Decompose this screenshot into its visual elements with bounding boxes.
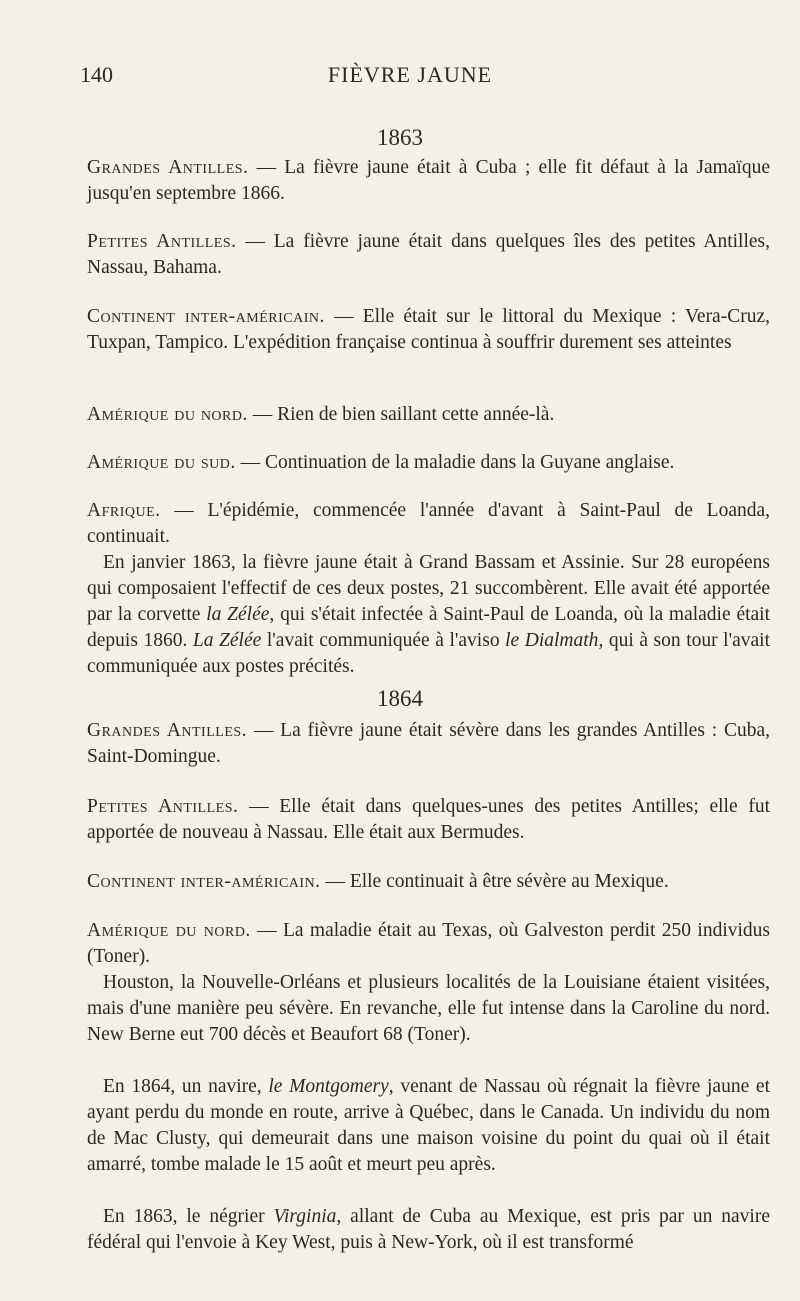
paragraph-lead: Amérique du nord. xyxy=(87,404,248,425)
paragraph-text: — La fièvre jaune était sévère dans les grandes Antilles : Cuba, Saint-Domingue. xyxy=(87,720,770,767)
paragraph-grandes-antilles-1863 xyxy=(87,155,770,207)
year-heading-1863: 1863 xyxy=(377,125,423,150)
paragraph-amerique-nord-1863 xyxy=(87,402,770,428)
paragraph-grand-bassam-1863 xyxy=(87,550,770,680)
paragraph-text: — Rien de bien saillant cette année-là. xyxy=(247,404,555,425)
paragraph-amerique-sud-1863 xyxy=(87,450,770,476)
paragraph-text: En 1863, le négrier xyxy=(103,1206,274,1227)
running-title: FIÈVRE JAUNE xyxy=(327,62,493,87)
ship-name: La Zélée xyxy=(192,630,262,651)
paragraph-lead: Grandes Antilles. xyxy=(87,720,248,741)
paragraph-lead: Continent inter-américain. xyxy=(87,306,325,327)
paragraph-continent-1864 xyxy=(87,869,770,895)
paragraph-petites-antilles-1864 xyxy=(87,794,770,846)
paragraph-lead: Afrique. xyxy=(87,500,161,521)
paragraph-grandes-antilles-1864 xyxy=(87,718,770,770)
paragraph-text: — Elle était sur le littoral du Mexique : Vera-Cruz, Tuxpan, Tampico. L'expédition française continua à souffrir durement ses atteintes xyxy=(87,306,770,353)
year-heading-1864: 1864 xyxy=(377,686,423,711)
paragraph-text: — La fièvre jaune était à Cuba ; elle fit défaut à la Jamaïque jusqu'en septembre 1866. xyxy=(87,157,770,204)
paragraph-text: , venant de Nassau où régnait la fièvre jaune et ayant perdu du monde en route, arrive à Québec, dans le Canada. Un individu du nom de Mac Clusty, qui demeurait dans une maison voisine du point du quai où il était amarré, tombe malade le 15 août et meurt peu après. xyxy=(87,1076,770,1175)
paragraph-lead: Amérique du nord. xyxy=(87,920,251,941)
paragraph-afrique-1863 xyxy=(87,498,770,550)
page-number: 140 xyxy=(80,62,113,87)
paragraph-lead: Petites Antilles. xyxy=(87,796,239,817)
paragraph-lead: Amérique du sud. xyxy=(87,452,236,473)
paragraph-text: — L'épidémie, commencée l'année d'avant à Saint-Paul de Loanda, continuait. xyxy=(87,500,770,547)
paragraph-lead: Continent inter-américain. xyxy=(87,871,321,892)
paragraph-lead: Petites Antilles. xyxy=(87,231,237,252)
paragraph-text: En 1864, un navire, xyxy=(103,1076,269,1097)
paragraph-text: — Continuation de la maladie dans la Guyane anglaise. xyxy=(235,452,675,473)
paragraph-amerique-nord-1864 xyxy=(87,918,770,970)
paragraph-text: , allant de Cuba au Mexique, est pris par un navire fédéral qui l'envoie à Key West, puis à New-York, où il est transformé xyxy=(87,1206,770,1253)
paragraph-text: — La fièvre jaune était dans quelques îles des petites Antilles, Nassau, Bahama. xyxy=(87,231,771,278)
paragraph-text: — La maladie était au Texas, où Galveston perdit 250 individus (Toner). xyxy=(87,920,770,967)
paragraph-houston-1864 xyxy=(87,970,770,1048)
paragraph-text: — Elle continuait à être sévère au Mexique. xyxy=(320,871,669,892)
paragraph-continent-1863 xyxy=(87,304,770,356)
ship-name: Virginia xyxy=(273,1206,337,1227)
paragraph-text: — Elle était dans quelques-unes des petites Antilles; elle fut apportée de nouveau à Nassau. Elle était aux Bermudes. xyxy=(87,796,770,843)
paragraph-text: l'avait communiquée à l'aviso xyxy=(261,630,506,651)
paragraph-lead: Grandes Antilles. xyxy=(87,157,249,178)
paragraph-virginia-1864 xyxy=(87,1204,770,1256)
ship-name: le Montgomery xyxy=(268,1076,389,1097)
paragraph-text: , qui s'était infectée à Saint-Paul de Loanda, où la maladie était depuis 1860. xyxy=(87,604,771,651)
ship-name: le Dialmath xyxy=(505,630,599,651)
paragraph-montgomery-1864 xyxy=(87,1074,770,1178)
paragraph-text: En janvier 1863, la fièvre jaune était à Grand Bassam et Assinie. Sur 28 européens qui composaient l'effectif de ces deux postes, 21 succombèrent. Elle avait été apportée par la corvette xyxy=(87,552,770,625)
paragraph-petites-antilles-1863 xyxy=(87,229,770,281)
page-header xyxy=(80,62,740,90)
paragraph-text: Houston, la Nouvelle-Orléans et plusieurs localités de la Louisiane étaient visitées, mais d'une manière peu sévère. En revanche, elle fut intense dans la Caroline du nord. New Berne eut 700 décès et Beaufort 68 (Toner). xyxy=(87,972,770,1045)
ship-name: la Zélée xyxy=(206,604,270,625)
paragraph-text: , qui à son tour l'avait communiquée aux postes précités. xyxy=(87,630,770,677)
